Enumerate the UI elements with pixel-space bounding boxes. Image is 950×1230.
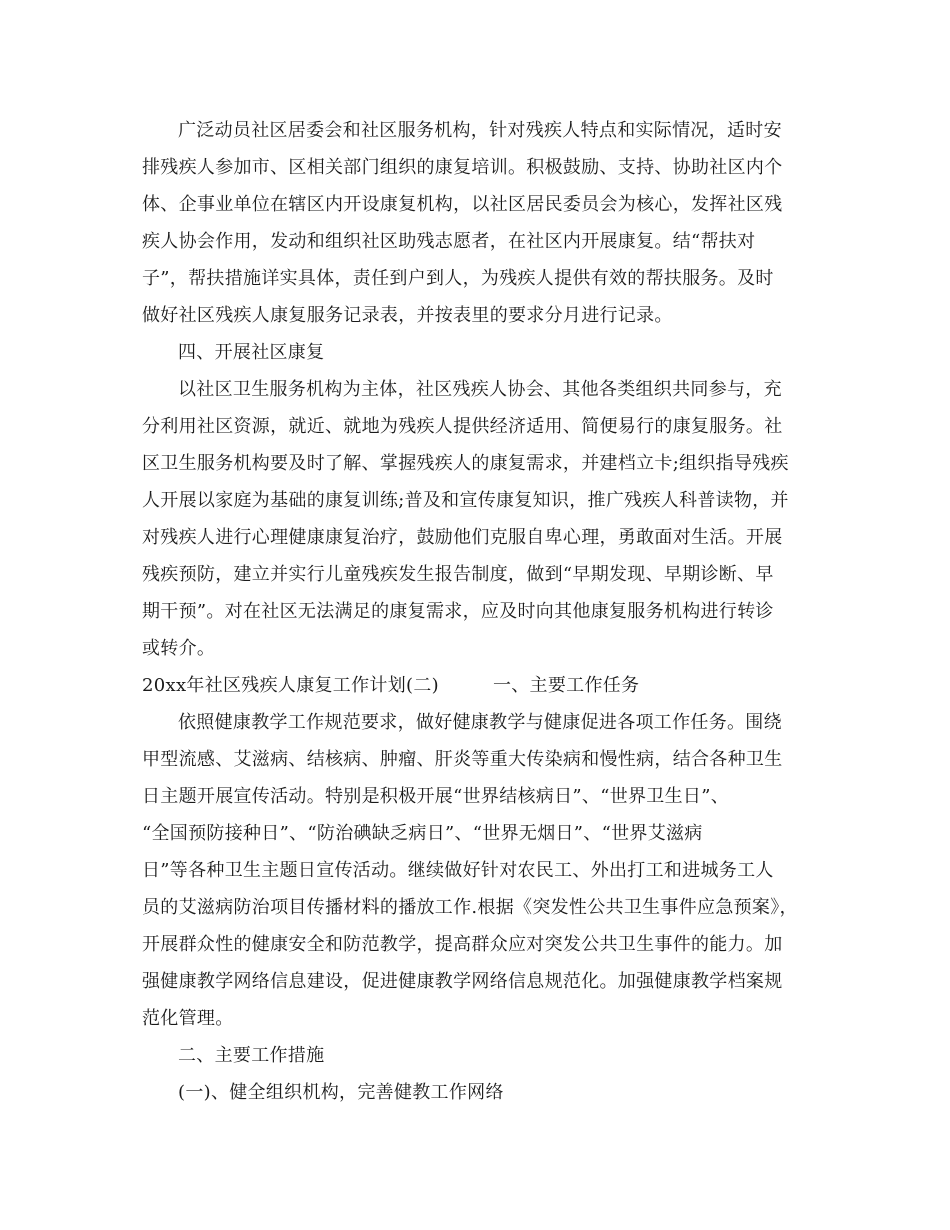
paragraph-line: 日主题开展宣传活动。特别是积极开展“世界结核病日”、“世界卫生日”、 [142, 786, 730, 807]
section-heading: 二、主要工作措施 [178, 1045, 325, 1066]
paragraph-line: 广泛动员社区居委会和社区服务机构，针对残疾人特点和实际情况，适时安 [178, 120, 782, 141]
section-heading: 一、主要工作任务 [492, 675, 640, 696]
subsection-heading: (一)、健全组织机构，完善健教工作网络 [178, 1082, 504, 1103]
paragraph-line: 强健康教学网络信息建设，促进健康教学网络信息规范化。加强健康教学档案规 [142, 971, 783, 992]
paragraph-line: 残疾预防，建立并实行儿童残疾发生报告制度，做到“早期发现、早期诊断、早 [142, 564, 774, 585]
section-heading: 四、开展社区康复 [178, 342, 325, 363]
paragraph-line: 依照健康教学工作规范要求，做好健康教学与健康促进各项工作任务。围绕 [178, 712, 782, 733]
paragraph-line: “全国预防接种日”、“防治碘缺乏病日”、“世界无烟日”、“世界艾滋病 [142, 823, 703, 844]
paragraph-line: 员的艾滋病防治项目传播材料的播放工作.根据《突发性公共卫生事件应急预案》， [142, 897, 798, 918]
paragraph-line: 日”等各种卫生主题日宣传活动。继续做好针对农民工、外出打工和进城务工人 [142, 860, 774, 881]
paragraph-line: 期干预”。对在社区无法满足的康复需求，应及时向其他康复服务机构进行转诊 [142, 601, 774, 622]
paragraph-line: 排残疾人参加市、区相关部门组织的康复培训。积极鼓励、支持、协助社区内个 [142, 157, 783, 178]
paragraph-line: 甲型流感、艾滋病、结核病、肿瘤、肝炎等重大传染病和慢性病，结合各种卫生 [142, 749, 783, 770]
paragraph-line: 范化管理。 [142, 1008, 234, 1029]
paragraph-line: 对残疾人进行心理健康康复治疗，鼓励他们克服自卑心理，勇敢面对生活。开展 [142, 527, 783, 548]
paragraph-line: 人开展以家庭为基础的康复训练;普及和宣传康复知识，推广残疾人科普读物，并 [142, 490, 789, 511]
paragraph-line: 区卫生服务机构要及时了解、掌握残疾人的康复需求，并建档立卡;组织指导残疾 [142, 453, 789, 474]
paragraph-line: 疾人协会作用，发动和组织社区助残志愿者，在社区内开展康复。结“帮扶对 [142, 231, 756, 252]
plan-title: 20xx年社区残疾人康复工作计划(二) [142, 675, 439, 696]
paragraph-line: 体、企事业单位在辖区内开设康复机构，以社区居民委员会为核心，发挥社区残 [142, 194, 783, 215]
paragraph-line: 做好社区残疾人康复服务记录表，并按表里的要求分月进行记录。 [142, 305, 673, 326]
paragraph-line: 开展群众性的健康安全和防范教学，提高群众应对突发公共卫生事件的能力。加 [142, 934, 783, 955]
paragraph-line: 以社区卫生服务机构为主体，社区残疾人协会、其他各类组织共同参与，充 [178, 379, 782, 400]
paragraph-line: 子”，帮扶措施详实具体，责任到户到人，为残疾人提供有效的帮扶服务。及时 [142, 268, 774, 289]
paragraph-line: 分利用社区资源，就近、就地为残疾人提供经济适用、简便易行的康复服务。社 [142, 416, 783, 437]
plan-title-line [142, 675, 639, 697]
paragraph-line: 或转介。 [142, 638, 216, 659]
